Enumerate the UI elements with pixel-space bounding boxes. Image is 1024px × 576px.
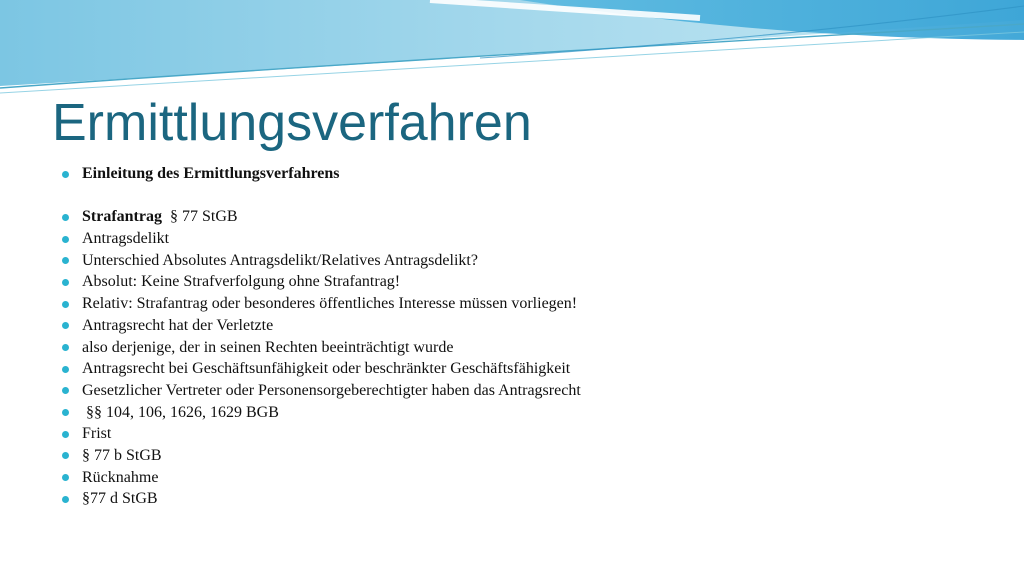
bullet-icon (62, 279, 69, 286)
bullet-item (62, 423, 581, 445)
bullet-item (62, 445, 581, 467)
bullet-text: Gesetzlicher Vertreter oder Personensorgeberechtigter haben das Antragsrecht (82, 381, 581, 399)
bullet-text: Unterschied Absolutes Antragsdelikt/Relatives Antragsdelikt? (82, 251, 478, 269)
bullet-list (62, 163, 581, 510)
bullet-icon (62, 171, 69, 178)
bullet-text: Antragsdelikt (82, 230, 170, 248)
bullet-icon (62, 387, 69, 394)
bullet-text: § 77 StGB (161, 208, 238, 226)
bullet-text: Antragsrecht bei Geschäftsunfähigkeit oder beschränkter Geschäftsfähigkeit (82, 360, 571, 378)
bullet-item (62, 358, 581, 380)
bullet-icon (62, 301, 69, 308)
bullet-icon (62, 474, 69, 481)
bullet-icon (62, 452, 69, 459)
bullet-item (62, 467, 581, 489)
bullet-icon (62, 366, 69, 373)
bullet-text: § 77 b StGB (82, 446, 162, 464)
bullet-icon (62, 257, 69, 264)
bullet-item (62, 271, 581, 293)
bullet-text: §§ 104, 106, 1626, 1629 BGB (82, 403, 279, 421)
bullet-text: Relativ: Strafantrag oder besonderes öffentliches Interesse müssen vorliegen! (82, 295, 578, 313)
bullet-item (62, 293, 581, 315)
bullet-icon (62, 431, 69, 438)
bullet-item (62, 315, 581, 337)
slide-title: Ermittlungsverfahren (52, 94, 532, 152)
bullet-text: Rücknahme (82, 468, 159, 486)
bullet-bold-text: Strafantrag (82, 208, 162, 226)
header-wave-decoration (0, 0, 1024, 100)
bullet-icon (62, 496, 69, 503)
bullet-item (62, 337, 581, 359)
bullet-text: Frist (82, 425, 112, 443)
bullet-icon (62, 214, 69, 221)
bullet-item (62, 402, 581, 424)
bullet-icon (62, 344, 69, 351)
bullet-text: Antragsrecht hat der Verletzte (82, 316, 274, 334)
bullet-icon (62, 236, 69, 243)
bullet-icon (62, 322, 69, 329)
bullet-text: Absolut: Keine Strafverfolgung ohne Strafantrag! (82, 273, 401, 291)
bullet-icon (62, 409, 69, 416)
bullet-bold-text: Einleitung des Ermittlungsverfahrens (82, 165, 340, 182)
bullet-text: §77 d StGB (82, 490, 158, 508)
bullet-item (62, 250, 581, 272)
bullet-item (62, 228, 581, 250)
bullet-item (62, 206, 581, 228)
bullet-item (62, 380, 581, 402)
bullet-item (62, 163, 581, 185)
bullet-text: also derjenige, der in seinen Rechten beeinträchtigt wurde (82, 338, 454, 356)
bullet-item (62, 488, 581, 510)
